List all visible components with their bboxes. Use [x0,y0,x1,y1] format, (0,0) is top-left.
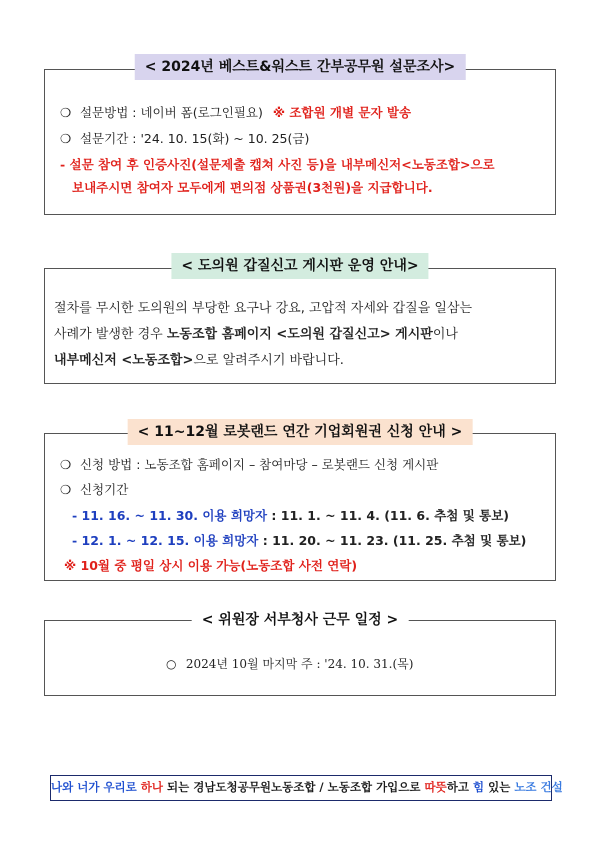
messenger-text: 내부메신저 <노동조합> [54,353,194,368]
slogan-highlight: 힘 [472,780,485,794]
slogan-highlight: 따뜻 [424,780,447,794]
survey-period-line [60,130,309,148]
complaint-text-plain: 사례가 발생한 경우 [54,327,167,342]
robotland-usage-period: - 12. 1. ~ 12. 15. 이용 희망자 [72,533,259,548]
survey-method-line [60,104,411,122]
slogan-text: 있는 [484,780,515,794]
survey-period: 설문기간 : '24. 10. 15(화) ~ 10. 25(금) [79,131,310,146]
chairman-schedule-text: 2024년 10월 마지막 주 : '24. 10. 31.(목) [185,657,414,671]
survey-method-note: ※ 조합원 개별 문자 발송 [272,105,412,120]
slogan-highlight: 노조 건설 [514,780,563,794]
bullet-circle-icon: ❍ [60,482,72,497]
complaint-text-plain: 으로 알려주시기 바랍니다. [193,353,344,368]
bullet-circle-icon: ❍ [60,105,72,120]
chairman-schedule-line [166,655,413,673]
bullet-circle-icon: ❍ [60,457,72,472]
chairman-schedule-title: < 위원장 서부청사 근무 일정 > [192,607,409,633]
robotland-row1 [72,507,509,525]
complaint-text-line2 [54,322,458,348]
slogan-text: 하고 [446,780,473,794]
robotland-usage-period: - 11. 16. ~ 11. 30. 이용 희망자 [72,508,268,523]
survey-notice-line2: 보내주시면 참여자 모두에게 편의점 상품권(3천원)을 지급합니다. [72,180,433,195]
robotland-method: 신청 방법 : 노동조합 홈페이지 – 참여마당 – 로봇랜드 신청 게시판 [79,457,439,472]
survey-method: 설문방법 : 네이버 폼(로그인필요) [79,105,263,120]
complaint-text-line1: 절차를 무시한 도의원의 부당한 요구나 강요, 고압적 자세와 갑질을 일삼는 [54,301,473,316]
survey-notice-line1: - 설문 참여 후 인증사진(설문제출 캡쳐 사진 등)을 내부메신저<노동조합>으로 [60,157,495,172]
bullet-circle-icon: ○ [166,657,177,671]
bullet-circle-icon: ❍ [60,131,72,146]
union-slogan-banner [50,775,563,801]
robotland-apply-period: : 11. 1. ~ 11. 4. (11. 6. 추첨 및 통보) [267,508,509,523]
complaint-board-link-text: 노동조합 홈페이지 <도의원 갑질신고> 게시판 [166,327,433,342]
robotland-title: < 11~12월 로봇랜드 연간 기업회원권 신청 안내 > [128,419,473,445]
robotland-period-line [60,481,128,499]
slogan-highlight: 하나 [140,780,163,794]
robotland-period-label: 신청기간 [79,482,129,497]
complaint-text-plain: 이나 [432,327,458,342]
slogan-text: 되는 경남도청공무원노동조합 / 노동조합 가입으로 [163,780,425,794]
slogan-text: 나와 너가 우리로 [51,780,141,794]
survey-title: < 2024년 베스트&워스트 간부공무원 설문조사> [135,54,466,80]
complaint-text-line3 [54,348,344,374]
robotland-note: ※ 10월 중 평일 상시 이용 가능(노동조합 사전 연락) [64,558,358,573]
robotland-apply-period: : 11. 20. ~ 11. 23. (11. 25. 추첨 및 통보) [258,533,527,548]
robotland-method-line [60,456,438,474]
complaint-board-title: < 도의원 갑질신고 게시판 운영 안내> [171,253,428,279]
robotland-row2 [72,532,526,550]
